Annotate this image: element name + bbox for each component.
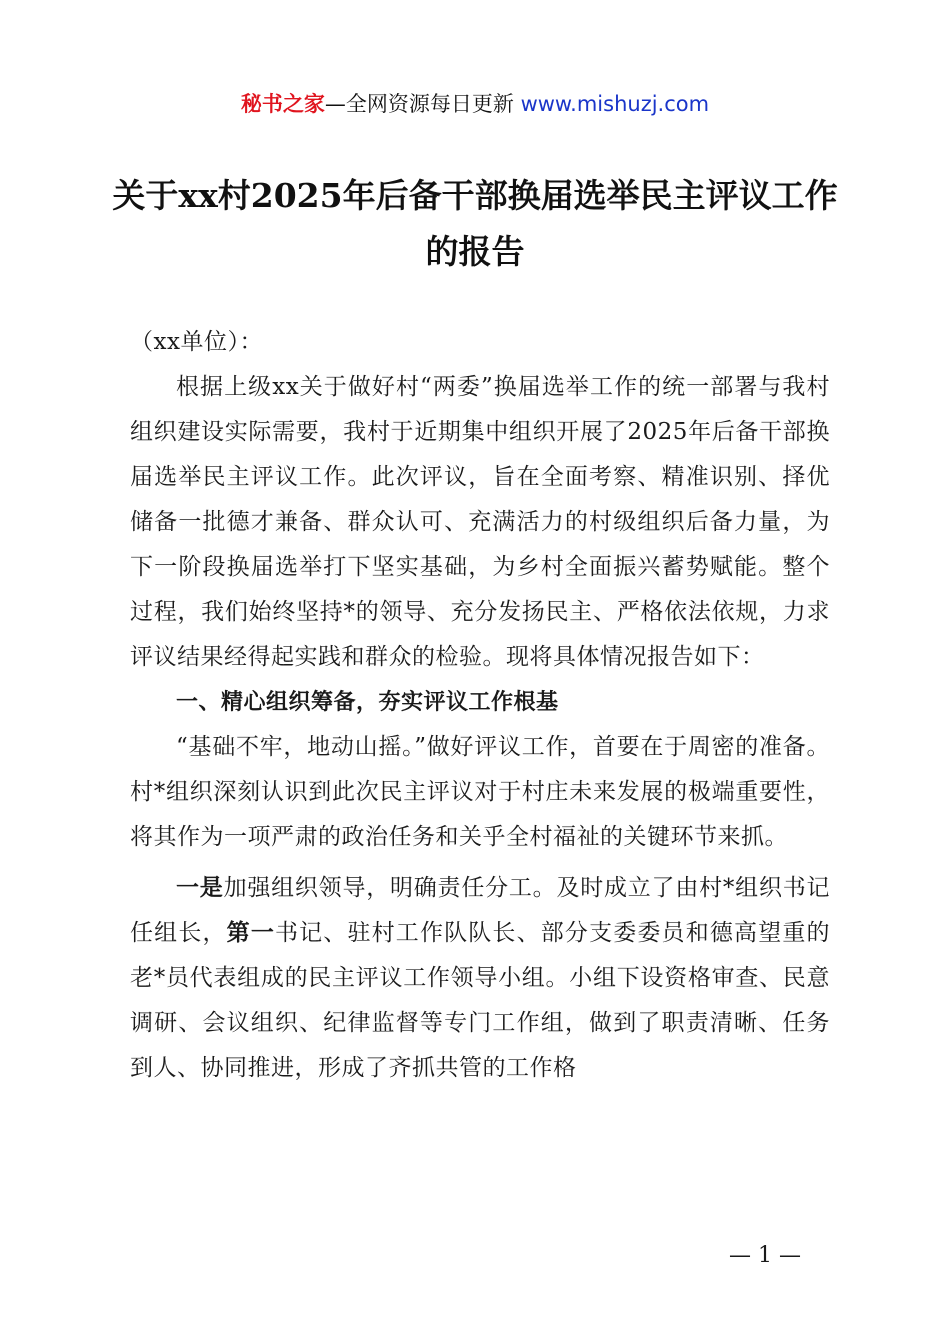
intro-paragraph: 根据上级xx关于做好村“两委”换届选举工作的统一部署与我村组织建设实际需要，我村于近期集中组织开展了2025年后备干部换届选举民主评议工作。此次评议，旨在全面考察、精准识别、择优储备一批德才兼备、群众认可、充满活力的村级组织后备力量，为下一阶段换届选举打下坚实基础，为乡村全面振兴蓄势赋能。整个过程，我们始终坚持*的领导、充分发扬民主、严格依法依规，力求评议结果经得起实践和群众的检验。现将具体情况报告如下： xyxy=(130,374,830,670)
paragraph-bold-term: 第一 xyxy=(226,920,275,946)
site-header xyxy=(0,88,950,120)
recipient-line: （xx单位）： xyxy=(130,329,263,355)
page-number: — 1 — xyxy=(729,1243,801,1268)
brand-name: 秘书之家 xyxy=(240,92,325,116)
section-heading-1: 一、精心组织筹备，夯实评议工作根基 xyxy=(176,690,559,715)
paragraph-text-part-2: 书记、驻村工作队队长、部分支委委员和德高望重的老*员代表组成的民主评议工作领导小组。小组下设资格审查、民意调研、会议组织、纪律监督等专门工作组，做到了职责清晰、任务到人、协同推进，形成了齐抓共管的工作格 xyxy=(130,920,831,1081)
header-tagline: —全网资源每日更新 xyxy=(324,92,521,116)
document-title: 关于xx村2025年后备干部换届选举民主评议工作的报告 xyxy=(112,176,838,271)
document-body xyxy=(130,320,830,1091)
paragraph-lead-label: 一是 xyxy=(176,875,224,901)
section-1-paragraph-1: “基础不牢，地动山摇。”做好评议工作，首要在于周密的准备。村*组织深刻认识到此次民主评议对于村庄未来发展的极端重要性，将其作为一项严肃的政治任务和关乎全村福祉的关键环节来抓。 xyxy=(130,734,830,850)
site-url-link[interactable]: www.mishuzj.com xyxy=(520,92,710,116)
paragraph-text-part-1: 加强组织领导，明确责任分工。及时成立了由村*组织书记任组长， xyxy=(130,875,831,946)
section-1-paragraph-2 xyxy=(130,866,830,1091)
